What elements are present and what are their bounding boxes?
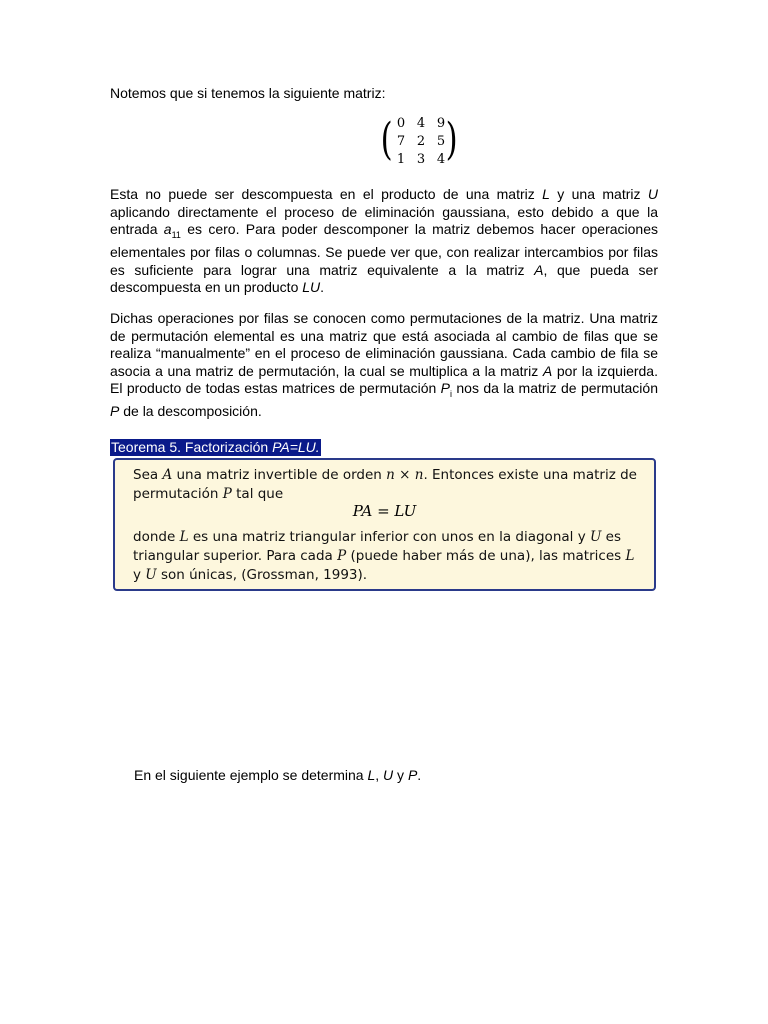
var-P: P: [407, 767, 418, 783]
text: de la descomposición.: [119, 403, 262, 420]
matrix-cell: 5: [436, 134, 446, 149]
theorem-conclusion: [133, 528, 638, 585]
text: . Entonces existe una matriz de permutación: [133, 467, 637, 502]
matrix-cell: 7: [396, 134, 406, 149]
subscript: 11: [171, 229, 181, 240]
var-U: U: [383, 767, 394, 783]
text: es cero. Para poder descomponer la matriz debemos hacer operaciones elementales por filas o columnas. Se puede ver que, con realizar intercambios por filas es suficiente para lograr una matriz equivalente a la matriz: [110, 221, 658, 278]
matrix-row: [392, 152, 450, 167]
matrix-cell: 0: [396, 116, 406, 131]
var-A: A: [542, 362, 553, 379]
text: y una matriz: [549, 186, 648, 202]
text: y: [133, 567, 146, 583]
text: tal que: [231, 486, 284, 502]
text: .: [320, 279, 325, 296]
left-parenthesis: (: [380, 114, 393, 165]
text: En el siguiente ejemplo se determina: [134, 767, 368, 783]
var-n-by-n: n × n: [386, 467, 424, 483]
matrix-cell: 9: [436, 116, 446, 131]
matrix-row: [392, 134, 450, 149]
theorem-title-formula: PA=LU.: [272, 439, 320, 455]
var-A: A: [162, 467, 173, 483]
var-A: A: [534, 261, 544, 278]
text: .: [417, 767, 422, 783]
text: es una matriz triangular inferior con unos en la diagonal y: [188, 529, 590, 545]
text: aplicando directamente el proceso de eliminación gaussiana, esto debido a que la entrada: [110, 203, 658, 237]
right-parenthesis: ): [445, 114, 458, 165]
var-U: U: [145, 567, 157, 583]
var-P: P: [222, 486, 232, 502]
theorem-box: [113, 458, 656, 591]
theorem-title: [110, 439, 321, 456]
matrix-cell: 1: [396, 152, 406, 167]
text: Sea: [133, 467, 163, 483]
intro-text: Notemos que si tenemos la siguiente matriz:: [110, 85, 386, 101]
theorem-statement: [133, 466, 638, 504]
var-P: P: [110, 403, 120, 420]
text: y: [393, 767, 408, 783]
matrix-cell: 4: [416, 116, 426, 131]
theorem-equation: PA = LU: [352, 502, 417, 520]
var-U: U: [647, 186, 658, 202]
var-P: P: [337, 548, 347, 564]
paragraph-permutation: [110, 310, 658, 421]
text: ,: [375, 767, 384, 783]
text: donde: [133, 529, 180, 545]
text: por la izquierda. El producto de todas estas matrices de permutación: [110, 362, 658, 396]
text: , que pueda ser descompuesta en un producto: [110, 261, 659, 296]
matrix-row: [392, 116, 450, 131]
var-P: P: [440, 380, 451, 396]
paragraph-decomposition: [110, 186, 658, 297]
var-LU: LU: [302, 279, 321, 296]
matrix-cell: 2: [416, 134, 426, 149]
text: Dichas operaciones por filas se conocen como permutaciones de la matriz. Una matriz de permutación elemental es una matriz que está asociada al cambio de filas que se realiza “manualmente” en el proceso de eliminación gaussiana. Cada cambio de fila se asocia a una matriz de permutación, la cual se multiplica a la matriz: [110, 310, 658, 379]
var-a: a: [163, 221, 172, 237]
example-text: [134, 767, 634, 785]
var-L: L: [625, 548, 635, 564]
matrix: [382, 114, 456, 170]
var-U: U: [589, 529, 602, 545]
text: nos da la matriz de permutación: [452, 380, 658, 396]
var-L: L: [542, 186, 550, 202]
subscript: i: [450, 388, 453, 399]
matrix-cell: 3: [416, 152, 426, 167]
text: (puede haber más de una), las matrices: [346, 548, 626, 564]
var-L: L: [367, 767, 376, 783]
theorem-title-text: Teorema 5. Factorización: [111, 439, 273, 455]
text: es triangular superior. Para cada: [133, 529, 622, 564]
var-L: L: [179, 529, 189, 545]
text: una matriz invertible de orden: [172, 467, 387, 483]
text: son únicas, (Grossman, 1993).: [156, 567, 368, 583]
text: Esta no puede ser descompuesta en el producto de una matriz: [110, 186, 543, 202]
matrix-cell: 4: [436, 152, 446, 167]
